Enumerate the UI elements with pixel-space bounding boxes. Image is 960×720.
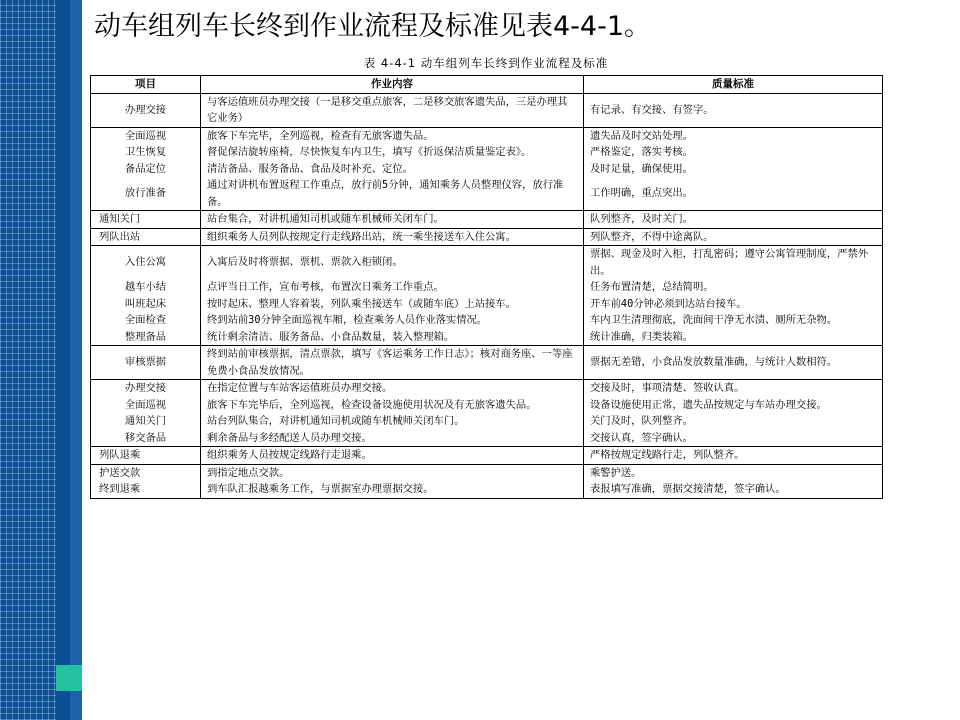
cell-content: 旅客下车完毕后，全列巡视，检查设备设施使用状况及有无旅客遗失品。: [201, 397, 584, 414]
cell-standard: 任务布置清楚，总结简明。: [584, 279, 883, 296]
cell-content: 剩余备品与多经配送人员办理交接。: [201, 430, 584, 447]
table-row: [91, 312, 883, 329]
cell-content: 督促保洁旋转座椅，尽快恢复车内卫生，填写《折返保洁质量鉴定表》。: [201, 144, 584, 161]
cell-standard: 票据无差错，小食品发放数量准确，与统计人数相符。: [584, 346, 883, 380]
table-caption: 表 4-4-1 动车组列车长终到作业流程及标准: [363, 56, 609, 70]
cell-standard: 队列整齐，及时关门。: [584, 211, 883, 229]
cell-standard: 交接认真，签字确认。: [584, 430, 883, 447]
cell-item: 放行准备: [91, 177, 201, 211]
cell-standard: 严格按规定线路行走，列队整齐。: [584, 447, 883, 465]
cell-standard: 交接及时，事项清楚、签收认真。: [584, 380, 883, 397]
sidebar-accent-square: [56, 665, 82, 691]
table-row: [91, 279, 883, 296]
cell-item: 叫班起床: [91, 296, 201, 313]
cell-content: 旅客下车完毕，全列巡视，检查有无旅客遗失品。: [201, 127, 584, 144]
cell-item: 办理交接: [91, 93, 201, 127]
cell-standard: 乘警护送。: [584, 464, 883, 481]
header-item: 项目: [91, 76, 201, 94]
cell-content: 入寓后及时将票据、票机、票款入柜锁闭。: [201, 246, 584, 280]
cell-standard: 关门及时，队列整齐。: [584, 413, 883, 430]
table-row: [91, 246, 883, 280]
cell-item: 列队退乘: [91, 447, 201, 465]
table-row: [91, 211, 883, 229]
cell-content: 站台集合，对讲机通知司机或随车机械师关闭车门。: [201, 211, 584, 229]
table-row: [91, 380, 883, 397]
cell-item: 列队出站: [91, 228, 201, 246]
cell-content: 清洁备品、服务备品、食品及时补充、定位。: [201, 161, 584, 178]
table-row: [91, 161, 883, 178]
cell-content: 站台列队集合，对讲机通知司机或随车机械师关闭车门。: [201, 413, 584, 430]
table-row: [91, 481, 883, 498]
cell-standard: 统计准确，归类装箱。: [584, 329, 883, 346]
table-row: [91, 329, 883, 346]
header-standard: 质量标准: [584, 76, 883, 94]
cell-standard: 票据、现金及时入柜，打乱密码；遵守公寓管理制度，严禁外出。: [584, 246, 883, 280]
table-row: [91, 177, 883, 211]
table-row: [91, 346, 883, 380]
cell-standard: 遗失品及时交站处理。: [584, 127, 883, 144]
table-row: [91, 413, 883, 430]
cell-standard: 工作明确，重点突出。: [584, 177, 883, 211]
cell-item: 卫生恢复: [91, 144, 201, 161]
cell-item: 通知关门: [91, 413, 201, 430]
table-row: [91, 447, 883, 465]
slide-title: 动车组列车长终到作业流程及标准见表4-4-1。: [94, 11, 652, 42]
cell-standard: 列队整齐，不得中途离队。: [584, 228, 883, 246]
cell-standard: 开车前40分钟必须到达站台接车。: [584, 296, 883, 313]
cell-content: 到车队汇报越乘务工作，与票据室办理票据交接。: [201, 481, 584, 498]
process-table: [90, 75, 883, 499]
table-row: [91, 397, 883, 414]
table-row: [91, 430, 883, 447]
cell-item: 通知关门: [91, 211, 201, 229]
cell-content: 通过对讲机布置返程工作重点，放行前5分钟，通知乘务人员整理仪容，放行准备。: [201, 177, 584, 211]
cell-content: 到指定地点交款。: [201, 464, 584, 481]
table-body: [91, 93, 883, 498]
cell-standard: 有记录、有交接、有签字。: [584, 93, 883, 127]
cell-content: 统计剩余清洁、服务备品、小食品数量，装入整理箱。: [201, 329, 584, 346]
cell-content: 终到站前审核票据，清点票款，填写《客运乘务工作日志》；核对商务座、一等座免费小食品发放情况。: [201, 346, 584, 380]
cell-item: 越车小结: [91, 279, 201, 296]
cell-standard: 设备设施使用正常，遗失品按规定与车站办理交接。: [584, 397, 883, 414]
cell-item: 备品定位: [91, 161, 201, 178]
cell-content: 终到站前30分钟全面巡视车厢，检查乘务人员作业落实情况。: [201, 312, 584, 329]
cell-standard: 严格鉴定，落实考核。: [584, 144, 883, 161]
header-content: 作业内容: [201, 76, 584, 94]
cell-content: 点评当日工作，宣布考核，布置次日乘务工作重点。: [201, 279, 584, 296]
cell-item: 终到退乘: [91, 481, 201, 498]
cell-item: 护送交款: [91, 464, 201, 481]
cell-content: 与客运值班员办理交接（一是移交重点旅客，二是移交旅客遗失品，三是办理其它业务）: [201, 93, 584, 127]
cell-item: 全面检查: [91, 312, 201, 329]
cell-content: 按时起床、整理人容着装，列队乘坐接送车（或随车底）上站接车。: [201, 296, 584, 313]
cell-standard: 及时足量，确保使用。: [584, 161, 883, 178]
table-row: [91, 144, 883, 161]
sidebar-stripe: [70, 0, 82, 720]
cell-standard: 车内卫生清理彻底，洗面间干净无水渍、厕所无杂物。: [584, 312, 883, 329]
cell-item: 办理交接: [91, 380, 201, 397]
cell-standard: 表报填写准确，票据交接清楚，签字确认。: [584, 481, 883, 498]
cell-content: 组织乘务人员按规定线路行走退乘。: [201, 447, 584, 465]
decorative-sidebar: [0, 0, 82, 720]
cell-content: 组织乘务人员列队按规定行走线路出站，统一乘坐接送车入住公寓。: [201, 228, 584, 246]
cell-item: 全面巡视: [91, 397, 201, 414]
sidebar-grid-pattern: [0, 0, 56, 720]
cell-item: 审核票据: [91, 346, 201, 380]
table-row: [91, 228, 883, 246]
table-row: [91, 464, 883, 481]
table-row: [91, 296, 883, 313]
table-row: [91, 127, 883, 144]
table-header-row: [91, 76, 883, 94]
table-row: [91, 93, 883, 127]
cell-item: 全面巡视: [91, 127, 201, 144]
cell-item: 移交备品: [91, 430, 201, 447]
cell-item: 整理备品: [91, 329, 201, 346]
cell-content: 在指定位置与车站客运值班员办理交接。: [201, 380, 584, 397]
cell-item: 入住公寓: [91, 246, 201, 280]
